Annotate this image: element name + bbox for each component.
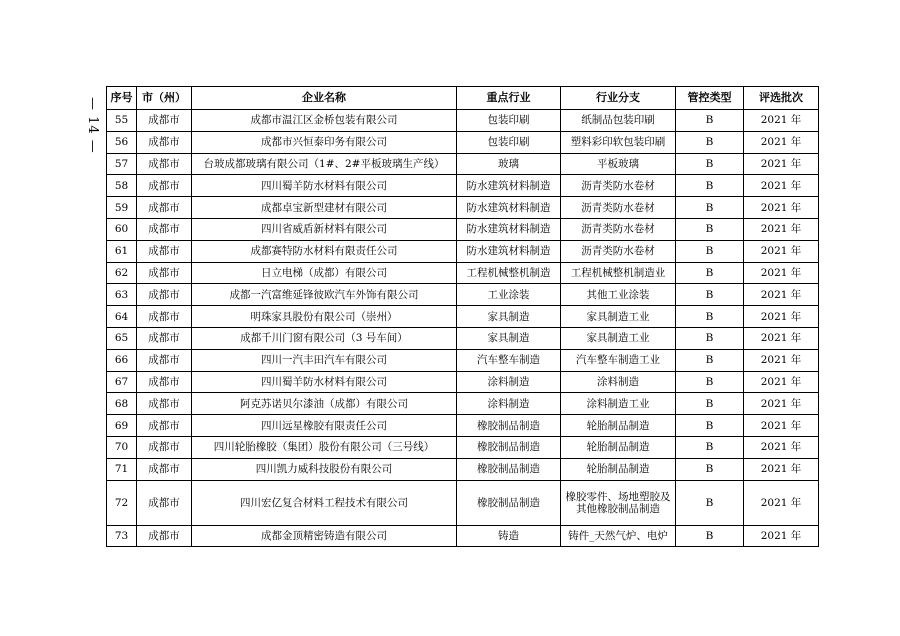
cell-no: 58 [107, 175, 137, 197]
cell-control-type: B [676, 110, 744, 132]
cell-industry-branch: 沥青类防水卷材 [561, 175, 676, 197]
cell-company-name: 成都金顶精密铸造有限公司 [192, 525, 457, 547]
cell-key-industry: 汽车整车制造 [457, 349, 561, 371]
cell-company-name: 四川蜀羊防水材料有限公司 [192, 175, 457, 197]
table-row [107, 262, 819, 284]
cell-industry-branch: 汽车整车制造工业 [561, 349, 676, 371]
cell-batch: 2021 年 [744, 197, 819, 219]
enterprise-table [106, 86, 819, 547]
cell-key-industry: 玻璃 [457, 153, 561, 175]
cell-control-type: B [676, 525, 744, 547]
table-row [107, 371, 819, 393]
cell-batch: 2021 年 [744, 393, 819, 415]
cell-no: 64 [107, 306, 137, 328]
cell-no: 56 [107, 131, 137, 153]
table-row [107, 415, 819, 437]
cell-no: 67 [107, 371, 137, 393]
table-row [107, 197, 819, 219]
cell-city: 成都市 [137, 175, 192, 197]
cell-batch: 2021 年 [744, 240, 819, 262]
table-row [107, 458, 819, 480]
cell-batch: 2021 年 [744, 480, 819, 525]
cell-city: 成都市 [137, 327, 192, 349]
header-key-industry: 重点行业 [457, 87, 561, 110]
cell-no: 62 [107, 262, 137, 284]
cell-city: 成都市 [137, 110, 192, 132]
table-row [107, 284, 819, 306]
cell-company-name: 日立电梯（成都）有限公司 [192, 262, 457, 284]
cell-control-type: B [676, 327, 744, 349]
cell-batch: 2021 年 [744, 131, 819, 153]
cell-company-name: 成都千川门窗有限公司（3 号车间） [192, 327, 457, 349]
cell-no: 61 [107, 240, 137, 262]
cell-batch: 2021 年 [744, 284, 819, 306]
cell-city: 成都市 [137, 197, 192, 219]
cell-industry-branch: 纸制品包装印刷 [561, 110, 676, 132]
cell-batch: 2021 年 [744, 436, 819, 458]
cell-control-type: B [676, 131, 744, 153]
cell-batch: 2021 年 [744, 153, 819, 175]
cell-control-type: B [676, 458, 744, 480]
cell-batch: 2021 年 [744, 371, 819, 393]
cell-no: 59 [107, 197, 137, 219]
cell-key-industry: 橡胶制品制造 [457, 480, 561, 525]
table-row [107, 480, 819, 525]
cell-key-industry: 防水建筑材料制造 [457, 175, 561, 197]
table-row [107, 175, 819, 197]
cell-company-name: 四川一汽丰田汽车有限公司 [192, 349, 457, 371]
cell-company-name: 明珠家具股份有限公司（崇州） [192, 306, 457, 328]
cell-industry-branch: 轮胎制品制造 [561, 436, 676, 458]
cell-batch: 2021 年 [744, 349, 819, 371]
cell-city: 成都市 [137, 262, 192, 284]
cell-company-name: 四川远星橡胶有限责任公司 [192, 415, 457, 437]
cell-key-industry: 涂料制造 [457, 371, 561, 393]
cell-city: 成都市 [137, 349, 192, 371]
cell-control-type: B [676, 393, 744, 415]
cell-no: 71 [107, 458, 137, 480]
cell-key-industry: 防水建筑材料制造 [457, 197, 561, 219]
cell-industry-branch: 涂料制造工业 [561, 393, 676, 415]
cell-city: 成都市 [137, 458, 192, 480]
cell-city: 成都市 [137, 218, 192, 240]
cell-control-type: B [676, 436, 744, 458]
cell-company-name: 四川轮胎橡胶（集团）股份有限公司（三号线） [192, 436, 457, 458]
cell-control-type: B [676, 480, 744, 525]
cell-batch: 2021 年 [744, 327, 819, 349]
cell-key-industry: 工程机械整机制造 [457, 262, 561, 284]
cell-industry-branch: 家具制造工业 [561, 306, 676, 328]
cell-company-name: 四川蜀羊防水材料有限公司 [192, 371, 457, 393]
cell-batch: 2021 年 [744, 458, 819, 480]
header-company-name: 企业名称 [192, 87, 457, 110]
cell-city: 成都市 [137, 131, 192, 153]
cell-batch: 2021 年 [744, 175, 819, 197]
cell-industry-branch: 平板玻璃 [561, 153, 676, 175]
cell-city: 成都市 [137, 306, 192, 328]
cell-industry-branch: 轮胎制品制造 [561, 415, 676, 437]
cell-control-type: B [676, 349, 744, 371]
table-row [107, 525, 819, 547]
table-row [107, 327, 819, 349]
cell-control-type: B [676, 175, 744, 197]
cell-city: 成都市 [137, 525, 192, 547]
cell-city: 成都市 [137, 436, 192, 458]
cell-city: 成都市 [137, 371, 192, 393]
cell-key-industry: 橡胶制品制造 [457, 415, 561, 437]
header-no: 序号 [107, 87, 137, 110]
cell-control-type: B [676, 197, 744, 219]
cell-batch: 2021 年 [744, 218, 819, 240]
cell-key-industry: 涂料制造 [457, 393, 561, 415]
cell-batch: 2021 年 [744, 110, 819, 132]
cell-key-industry: 橡胶制品制造 [457, 436, 561, 458]
cell-no: 72 [107, 480, 137, 525]
cell-control-type: B [676, 262, 744, 284]
cell-batch: 2021 年 [744, 306, 819, 328]
cell-company-name: 成都赛特防水材料有限责任公司 [192, 240, 457, 262]
cell-city: 成都市 [137, 153, 192, 175]
cell-key-industry: 工业涂装 [457, 284, 561, 306]
cell-batch: 2021 年 [744, 525, 819, 547]
cell-company-name: 成都市温江区金桥包装有限公司 [192, 110, 457, 132]
header-control-type: 管控类型 [676, 87, 744, 110]
cell-no: 73 [107, 525, 137, 547]
cell-company-name: 阿克苏诺贝尔漆油（成都）有限公司 [192, 393, 457, 415]
cell-company-name: 四川省威盾新材料有限公司 [192, 218, 457, 240]
cell-batch: 2021 年 [744, 262, 819, 284]
cell-industry-branch: 家具制造工业 [561, 327, 676, 349]
cell-industry-branch: 铸件_天然气炉、电炉 [561, 525, 676, 547]
cell-city: 成都市 [137, 393, 192, 415]
cell-company-name: 四川宏亿复合材料工程技术有限公司 [192, 480, 457, 525]
cell-no: 60 [107, 218, 137, 240]
table-body [107, 110, 819, 547]
cell-no: 66 [107, 349, 137, 371]
cell-industry-branch: 沥青类防水卷材 [561, 240, 676, 262]
cell-key-industry: 橡胶制品制造 [457, 458, 561, 480]
cell-industry-branch: 轮胎制品制造 [561, 458, 676, 480]
cell-control-type: B [676, 284, 744, 306]
header-city: 市（州） [137, 87, 192, 110]
cell-no: 70 [107, 436, 137, 458]
table-row [107, 349, 819, 371]
table-row [107, 110, 819, 132]
header-batch: 评选批次 [744, 87, 819, 110]
cell-key-industry: 防水建筑材料制造 [457, 218, 561, 240]
cell-control-type: B [676, 371, 744, 393]
table-row [107, 240, 819, 262]
cell-company-name: 成都市兴恒泰印务有限公司 [192, 131, 457, 153]
table-row [107, 131, 819, 153]
cell-industry-branch: 塑料彩印软包装印刷 [561, 131, 676, 153]
cell-key-industry: 防水建筑材料制造 [457, 240, 561, 262]
cell-industry-branch: 橡胶零件、场地塑胶及其他橡胶制品制造 [561, 480, 676, 525]
cell-city: 成都市 [137, 480, 192, 525]
cell-industry-branch: 其他工业涂装 [561, 284, 676, 306]
cell-key-industry: 包装印刷 [457, 131, 561, 153]
cell-no: 57 [107, 153, 137, 175]
cell-no: 68 [107, 393, 137, 415]
cell-city: 成都市 [137, 284, 192, 306]
cell-control-type: B [676, 306, 744, 328]
cell-control-type: B [676, 240, 744, 262]
table-row [107, 153, 819, 175]
cell-no: 55 [107, 110, 137, 132]
cell-industry-branch: 涂料制造 [561, 371, 676, 393]
page-number: — 14 — [85, 96, 100, 154]
header-industry-branch: 行业分支 [561, 87, 676, 110]
cell-key-industry: 家具制造 [457, 327, 561, 349]
table-header-row [107, 87, 819, 110]
cell-control-type: B [676, 153, 744, 175]
table-row [107, 306, 819, 328]
cell-control-type: B [676, 415, 744, 437]
cell-industry-branch: 工程机械整机制造业 [561, 262, 676, 284]
cell-city: 成都市 [137, 240, 192, 262]
cell-key-industry: 包装印刷 [457, 110, 561, 132]
cell-no: 69 [107, 415, 137, 437]
cell-control-type: B [676, 218, 744, 240]
table-row [107, 218, 819, 240]
cell-key-industry: 家具制造 [457, 306, 561, 328]
cell-company-name: 台玻成都玻璃有限公司（1#、2#平板玻璃生产线） [192, 153, 457, 175]
table-row [107, 436, 819, 458]
cell-batch: 2021 年 [744, 415, 819, 437]
cell-company-name: 成都卓宝新型建材有限公司 [192, 197, 457, 219]
cell-industry-branch: 沥青类防水卷材 [561, 218, 676, 240]
cell-no: 65 [107, 327, 137, 349]
cell-no: 63 [107, 284, 137, 306]
cell-city: 成都市 [137, 415, 192, 437]
table-row [107, 393, 819, 415]
cell-company-name: 四川凯力威科技股份有限公司 [192, 458, 457, 480]
cell-key-industry: 铸造 [457, 525, 561, 547]
cell-industry-branch: 沥青类防水卷材 [561, 197, 676, 219]
cell-company-name: 成都一汽富维延锋彼欧汽车外饰有限公司 [192, 284, 457, 306]
